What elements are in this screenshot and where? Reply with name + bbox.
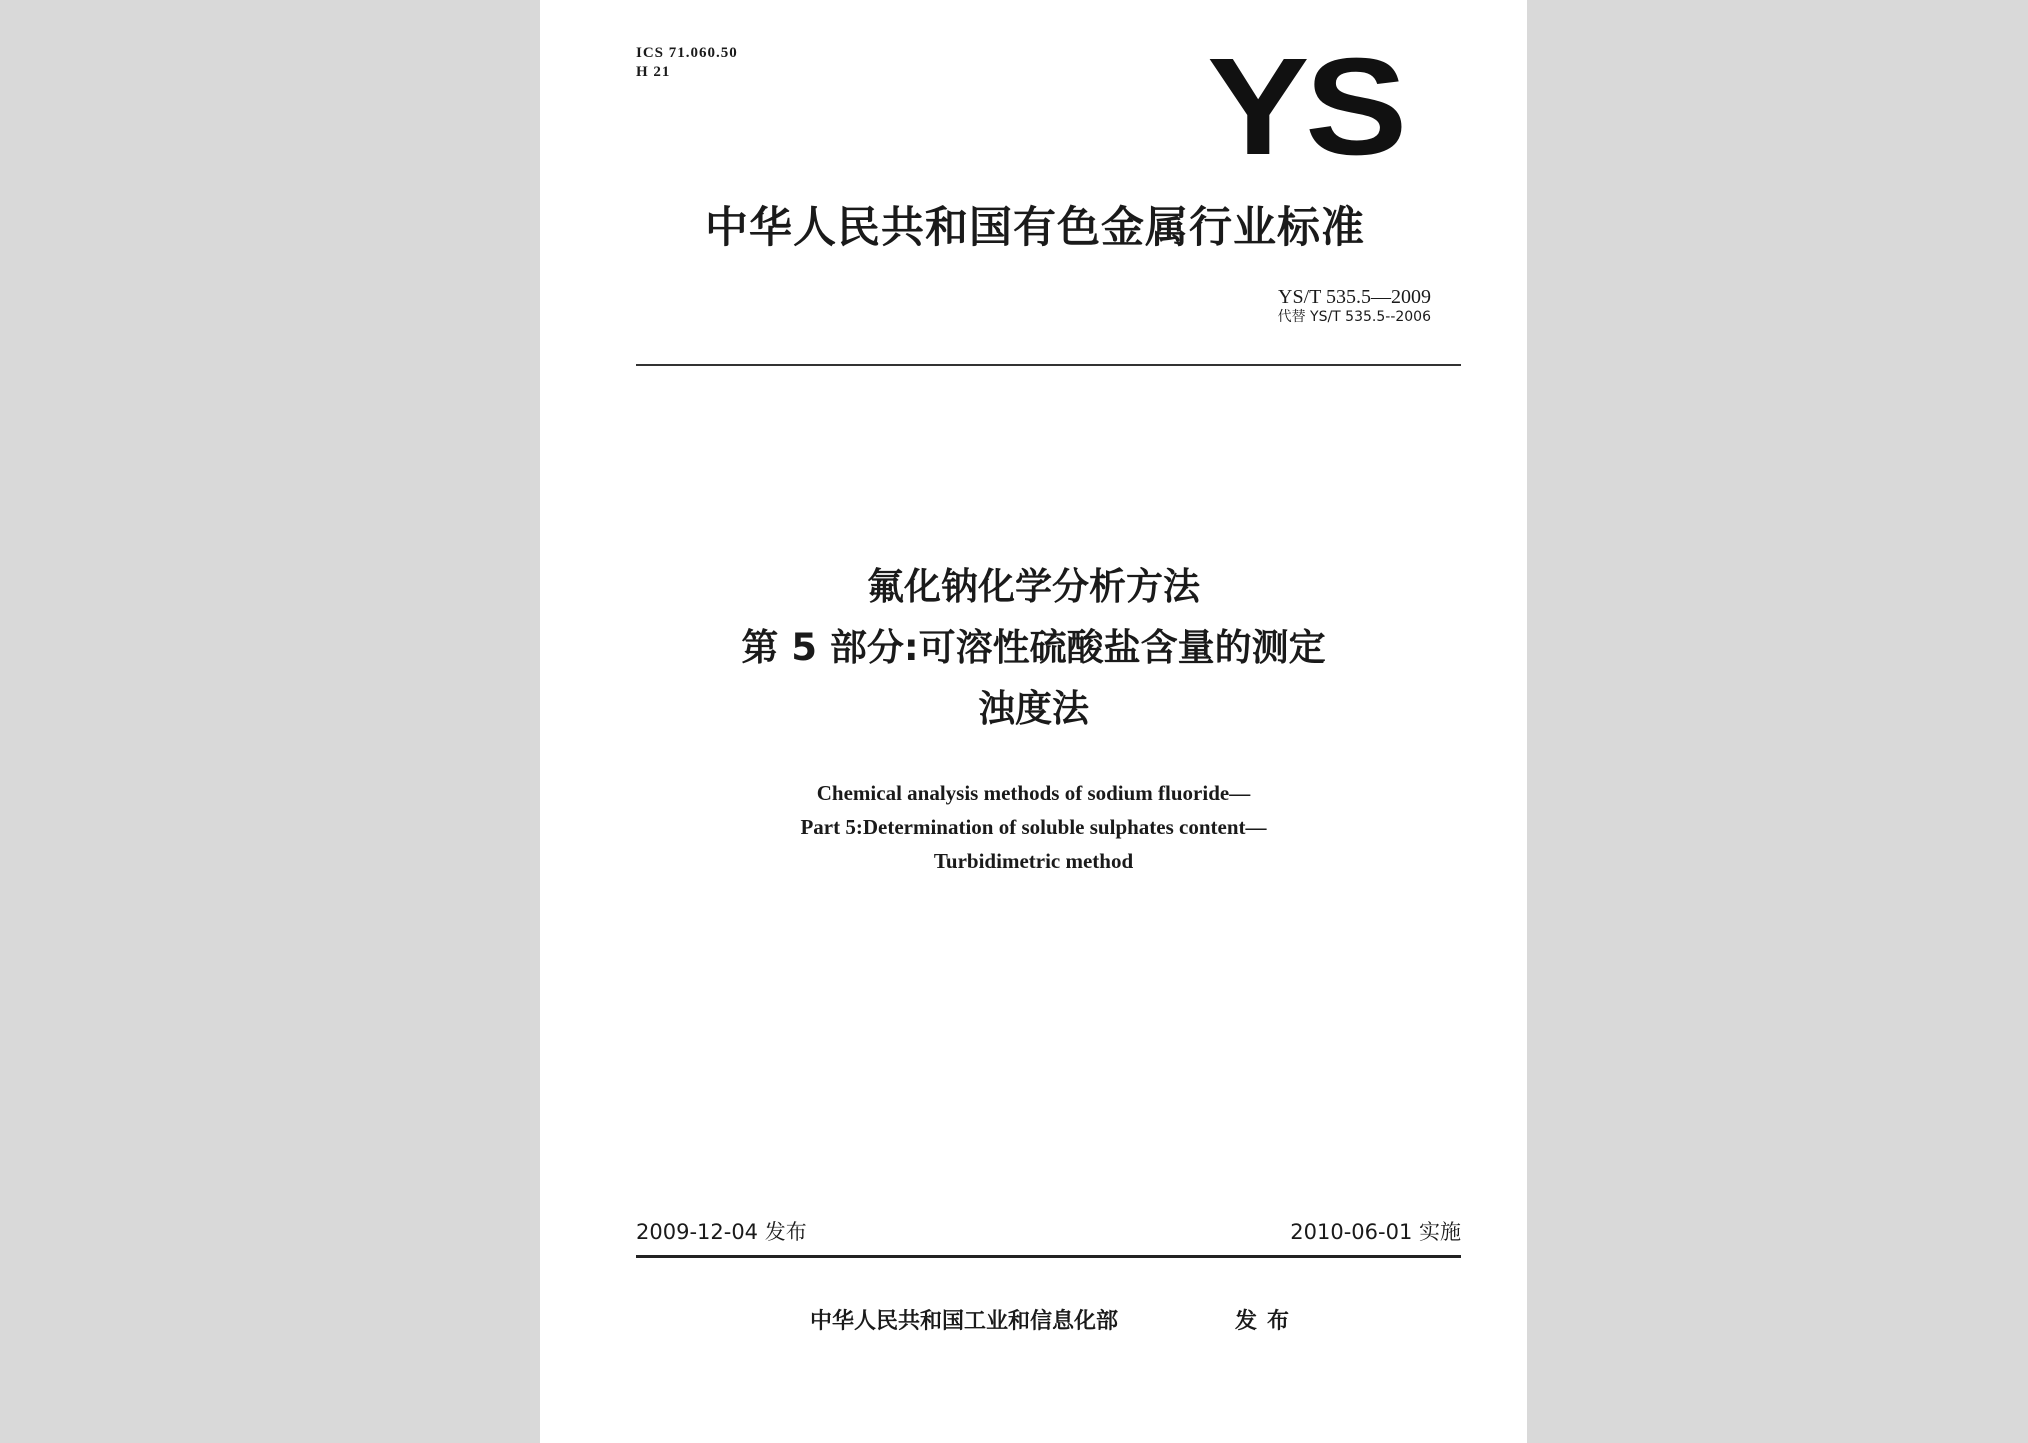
chinese-title bbox=[600, 556, 1467, 739]
standard-title: 中华人民共和国有色金属行业标准 bbox=[705, 203, 1365, 253]
header-divider bbox=[636, 364, 1461, 366]
ys-logo bbox=[1205, 42, 1405, 167]
english-title bbox=[600, 776, 1467, 878]
replaces-standard: 代替 YS/T 535.5--2006 bbox=[1277, 309, 1431, 325]
english-title-line-3: Turbidimetric method bbox=[933, 849, 1134, 873]
chinese-title-line-1: 氟化钠化学分析方法 bbox=[867, 565, 1200, 608]
english-title-line-1: Chemical analysis methods of sodium fluoride— bbox=[816, 781, 1251, 805]
classification-codes bbox=[636, 44, 738, 82]
footer-divider bbox=[636, 1255, 1461, 1258]
class-code: H 21 bbox=[636, 64, 671, 80]
publish-label: 发布 bbox=[1235, 1309, 1300, 1334]
chinese-title-line-2: 第 5 部分:可溶性硫酸盐含量的测定 bbox=[741, 626, 1326, 669]
chinese-title-line-3: 浊度法 bbox=[978, 687, 1089, 730]
standard-code-block bbox=[1278, 286, 1431, 326]
english-title-line-2: Part 5:Determination of soluble sulphates content— bbox=[800, 815, 1267, 839]
document-page bbox=[540, 0, 1527, 1443]
publisher-name: 中华人民共和国工业和信息化部 bbox=[810, 1309, 1119, 1334]
standard-number: YS/T 535.5—2009 bbox=[1278, 286, 1431, 308]
issue-date: 2009-12-04 发布 bbox=[636, 1220, 807, 1244]
ics-code: ICS 71.060.50 bbox=[636, 45, 738, 61]
implementation-date: 2010-06-01 实施 bbox=[1290, 1220, 1461, 1244]
logo-text: YS bbox=[1207, 42, 1403, 167]
